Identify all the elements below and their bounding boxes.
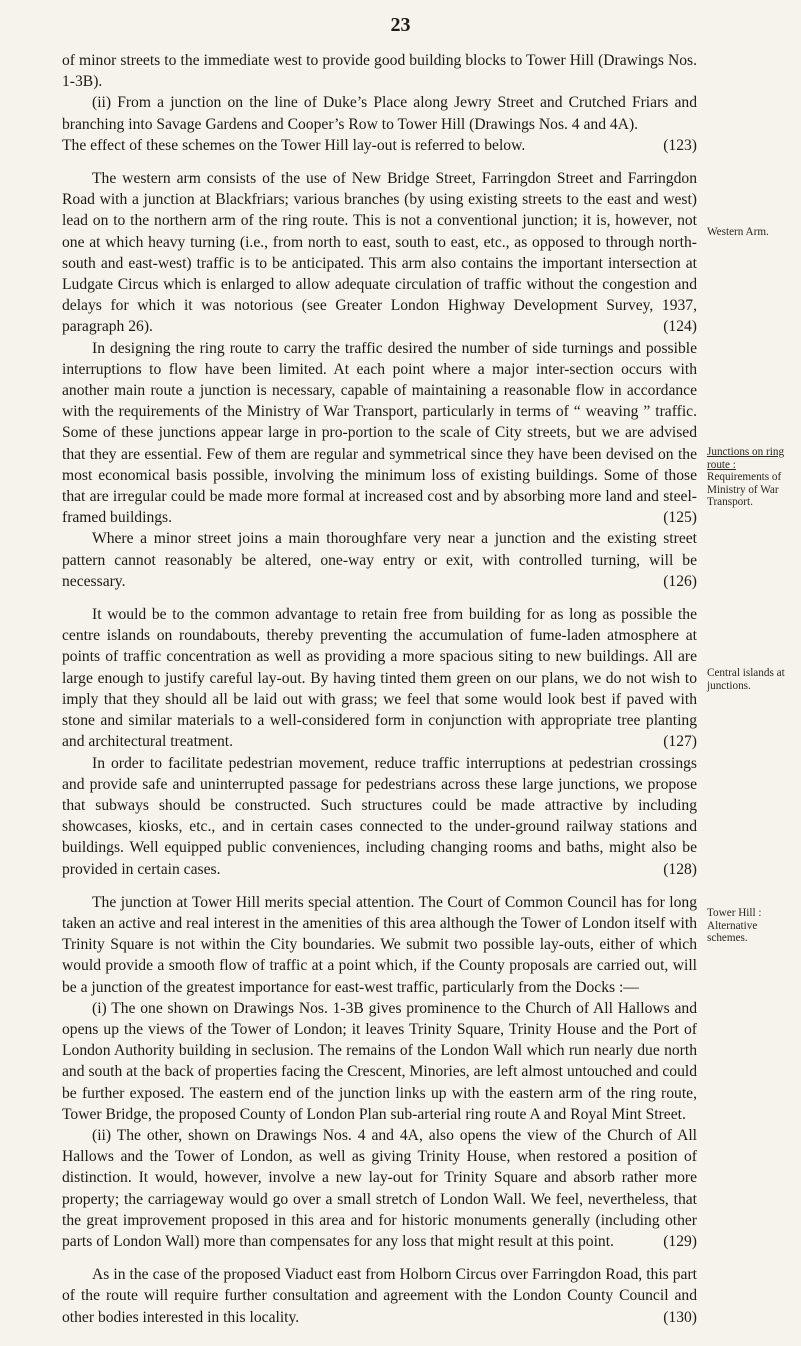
paragraph-number: (123) — [663, 136, 697, 154]
paragraph-129: (ii) The other, shown on Drawings Nos. 4 and 4A, also opens the view of the Church of All Hallows and the Tower of London, as well as giving Trinity House, when restored a position of distinction. It would, however, involve a new lay-out for Trinity Square and absorb rather more property; the carriageway would go over a small stretch of London Wall. We feel, nevertheless, that the great improvement proposed in this area and for historic monuments generally (including other parts of London Wall) more than compensates for any loss that might result at this point. (129) — [62, 1125, 697, 1252]
paragraph-number: (125) — [663, 509, 697, 527]
paragraph-number: (129) — [663, 1232, 697, 1250]
margin-note-tower-hill: Tower Hill : Alternative schemes. — [707, 907, 762, 944]
body-text — [62, 50, 697, 1328]
paragraph-tower-hill: The junction at Tower Hill merits special attention. The Court of Common Council has for long taken an active and real interest in the amenities of this area although the Tower of London itself with Trinity Square is not within the City boundaries. We submit two possible lay-outs, either of which would provide a smooth flow of traffic at a point which, if the County proposals are carried out, will be a junction of the greatest importance for east-west traffic, particularly from the Docks :— — [62, 893, 697, 996]
paragraph-item-ii: (ii) From a junction on the line of Duke’s Place along Jewry Street and Crutched Friars and branching into Savage Gardens and Cooper’s Row to Tower Hill (Drawings Nos. 4 and 4A). — [62, 94, 697, 133]
paragraph-number: (128) — [663, 860, 697, 878]
paragraph-number: (126) — [663, 572, 697, 590]
paragraph-number: (124) — [663, 318, 697, 336]
paragraph-130: As in the case of the proposed Viaduct east from Holborn Circus over Farringdon Road, this part of the route will require further consultation and agreement with the London County Council and other bodies interested in this locality. (130) — [62, 1264, 697, 1328]
paragraph-number: (127) — [663, 733, 697, 751]
paragraph-number: (130) — [663, 1308, 697, 1326]
margin-note-western-arm: Western Arm. — [707, 226, 769, 238]
paragraph-125: In designing the ring route to carry the traffic desired the number of side turnings and possible interruptions to flow have been limited. At each point where a major inter-section occurs with another main route a junction is necessary, capable of maintaining a reasonable flow in accordance with the requirements of the Ministry of War Transport, particularly in terms of “ weaving ” traffic. Some of these junctions appear large in pro-portion to the scale of City streets, but we are advised that they are essential. Few of them are regular and symmetrical since they have been devised on the most economical basis possible, involving the minimum loss of existing buildings. Some of those that are irregular could be made more formal at increased cost and by absorbing more land and steel-framed buildings. (125) — [62, 338, 697, 529]
margin-note-central-islands: Central islands at junctions. — [707, 667, 785, 692]
paragraph-126: Where a minor street joins a main thoroughfare very near a junction and the existing street pattern cannot reasonably be altered, one-way entry or exit, with controlled turning, will be necessary. (126) — [62, 528, 697, 592]
paragraph-127: It would be to the common advantage to retain free from building for as long as possible the centre islands on roundabouts, thereby preventing the accumulation of fume-laden atmosphere at points of traffic concentration as well as providing a more spacious siting to new buildings. All are large enough to justify careful lay-out. By having tinted them green on our plans, we do not wish to imply that they should all be laid out with grass; we feel that some would look best if paved with stone and similar materials to a well-considered form in conjunction with appropriate tree planting and architectural treatment. (127) — [62, 604, 697, 752]
paragraph-123: (123) The effect of these schemes on the Tower Hill lay-out is referred to below. — [62, 135, 697, 156]
margin-note-junctions: Junctions on ring route : Requirements of Ministry of War Transport. — [707, 446, 785, 508]
paragraph-continuation: of minor streets to the immediate west to provide good building blocks to Tower Hill (Drawings Nos. 1-3B). — [62, 52, 697, 91]
paragraph-124: The western arm consists of the use of New Bridge Street, Farringdon Street and Farringdon Road with a junction at Blackfriars; various branches (by using existing streets to the east and west) lead on to the northern arm of the ring route. This is not a conventional junction; it is, however, not one at which heavy turning (i.e., from north to east, south to east, etc., as opposed to through north-south and east-west) traffic is to be anticipated. This arm also contains the important intersection at Ludgate Circus which is enlarged to allow adequate circulation of traffic without the congestion and delays for which it was notorious (see Greater London Highway Development Survey, 1937, paragraph 26). (124) — [62, 168, 697, 338]
paragraph-item-i: (i) The one shown on Drawings Nos. 1-3B gives prominence to the Church of All Hallows and opens up the views of the Tower of London; it leaves Trinity Square, Trinity House and the Port of London Authority building in seclusion. The remains of the London Wall which run nearly due north and south at the back of properties facing the Crescent, Minories, are left almost untouched and could be further exposed. The eastern end of the junction links up with the eastern arm of the ring route, Tower Bridge, the proposed County of London Plan sub-arterial ring route A and Royal Mint Street. — [62, 999, 697, 1123]
paragraph-128: In order to facilitate pedestrian movement, reduce traffic interruptions at pedestrian crossings and provide safe and uninterrupted passage for pedestrians across these large junctions, we propose that subways should be constructed. Such structures could be made attractive by including showcases, kiosks, etc., and in certain cases connected to the under-ground railway stations and buildings. Well equipped public conveniences, including changing rooms and baths, might also be provided in certain cases. (128) — [62, 753, 697, 880]
page-number: 23 — [390, 14, 411, 36]
